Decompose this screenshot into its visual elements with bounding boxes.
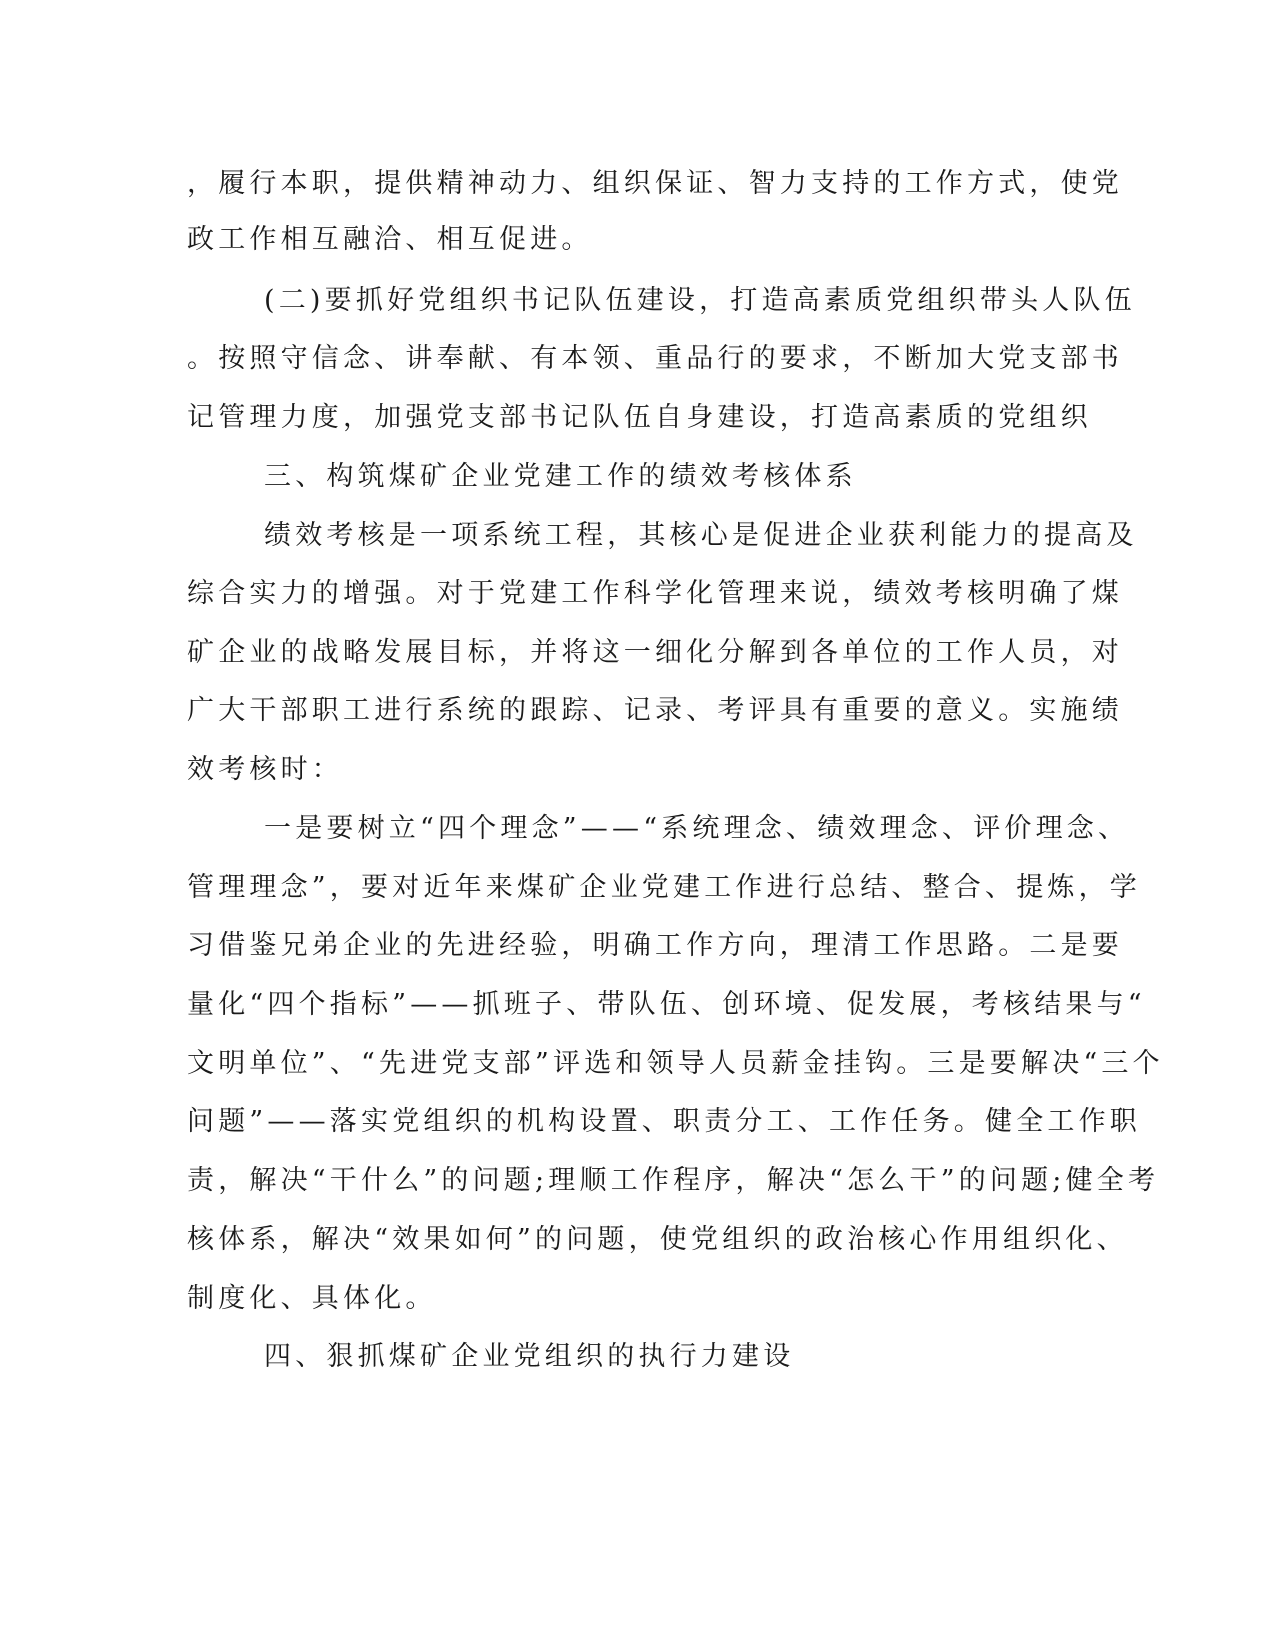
- text-line: 。按照守信念、讲奉献、有本领、重品行的要求，不断加大党支部书: [187, 343, 1123, 374]
- text-line: 核体系，解决“效果如何”的问题，使党组织的政治核心作用组织化、: [187, 1224, 1128, 1255]
- text-line: (二)要抓好党组织书记队伍建设，打造高素质党组织带头人队伍: [264, 285, 1136, 316]
- text-line: 量化“四个指标”——抓班子、带队伍、创环境、促发展，考核结果与“: [187, 989, 1146, 1020]
- text-line: 管理理念”，要对近年来煤矿企业党建工作进行总结、整合、提炼，学: [187, 872, 1142, 903]
- text-line: 政工作相互融洽、相互促进。: [187, 224, 593, 255]
- text-line: 记管理力度，加强党支部书记队伍自身建设，打造高素质的党组织: [187, 402, 1092, 433]
- text-line: 矿企业的战略发展目标，并将这一细化分解到各单位的工作人员，对: [187, 637, 1123, 668]
- text-line: 文明单位”、“先进党支部”评选和领导人员薪金挂钩。三是要解决“三个: [187, 1048, 1164, 1079]
- text-line: 责，解决“干什么”的问题;理顺工作程序，解决“怎么干”的问题;健全考: [187, 1165, 1160, 1196]
- text-line: ，履行本职，提供精神动力、组织保证、智力支持的工作方式，使党: [187, 168, 1123, 199]
- text-line: 习借鉴兄弟企业的先进经验，明确工作方向，理清工作思路。二是要: [187, 930, 1123, 961]
- text-line: 问题”——落实党组织的机构设置、职责分工、工作任务。健全工作职: [187, 1106, 1142, 1137]
- text-line: 广大干部职工进行系统的跟踪、记录、考评具有重要的意义。实施绩: [187, 695, 1123, 726]
- text-line: 综合实力的增强。对于党建工作科学化管理来说，绩效考核明确了煤: [187, 578, 1123, 609]
- text-line: 绩效考核是一项系统工程，其核心是促进企业获利能力的提高及: [264, 520, 1138, 551]
- text-line: 制度化、具体化。: [187, 1283, 437, 1314]
- section-heading: 三、构筑煤矿企业党建工作的绩效考核体系: [264, 461, 857, 492]
- text-line: 一是要树立“四个理念”——“系统理念、绩效理念、评价理念、: [264, 813, 1130, 844]
- section-heading: 四、狠抓煤矿企业党组织的执行力建设: [264, 1341, 795, 1372]
- text-line: 效考核时：: [187, 754, 343, 785]
